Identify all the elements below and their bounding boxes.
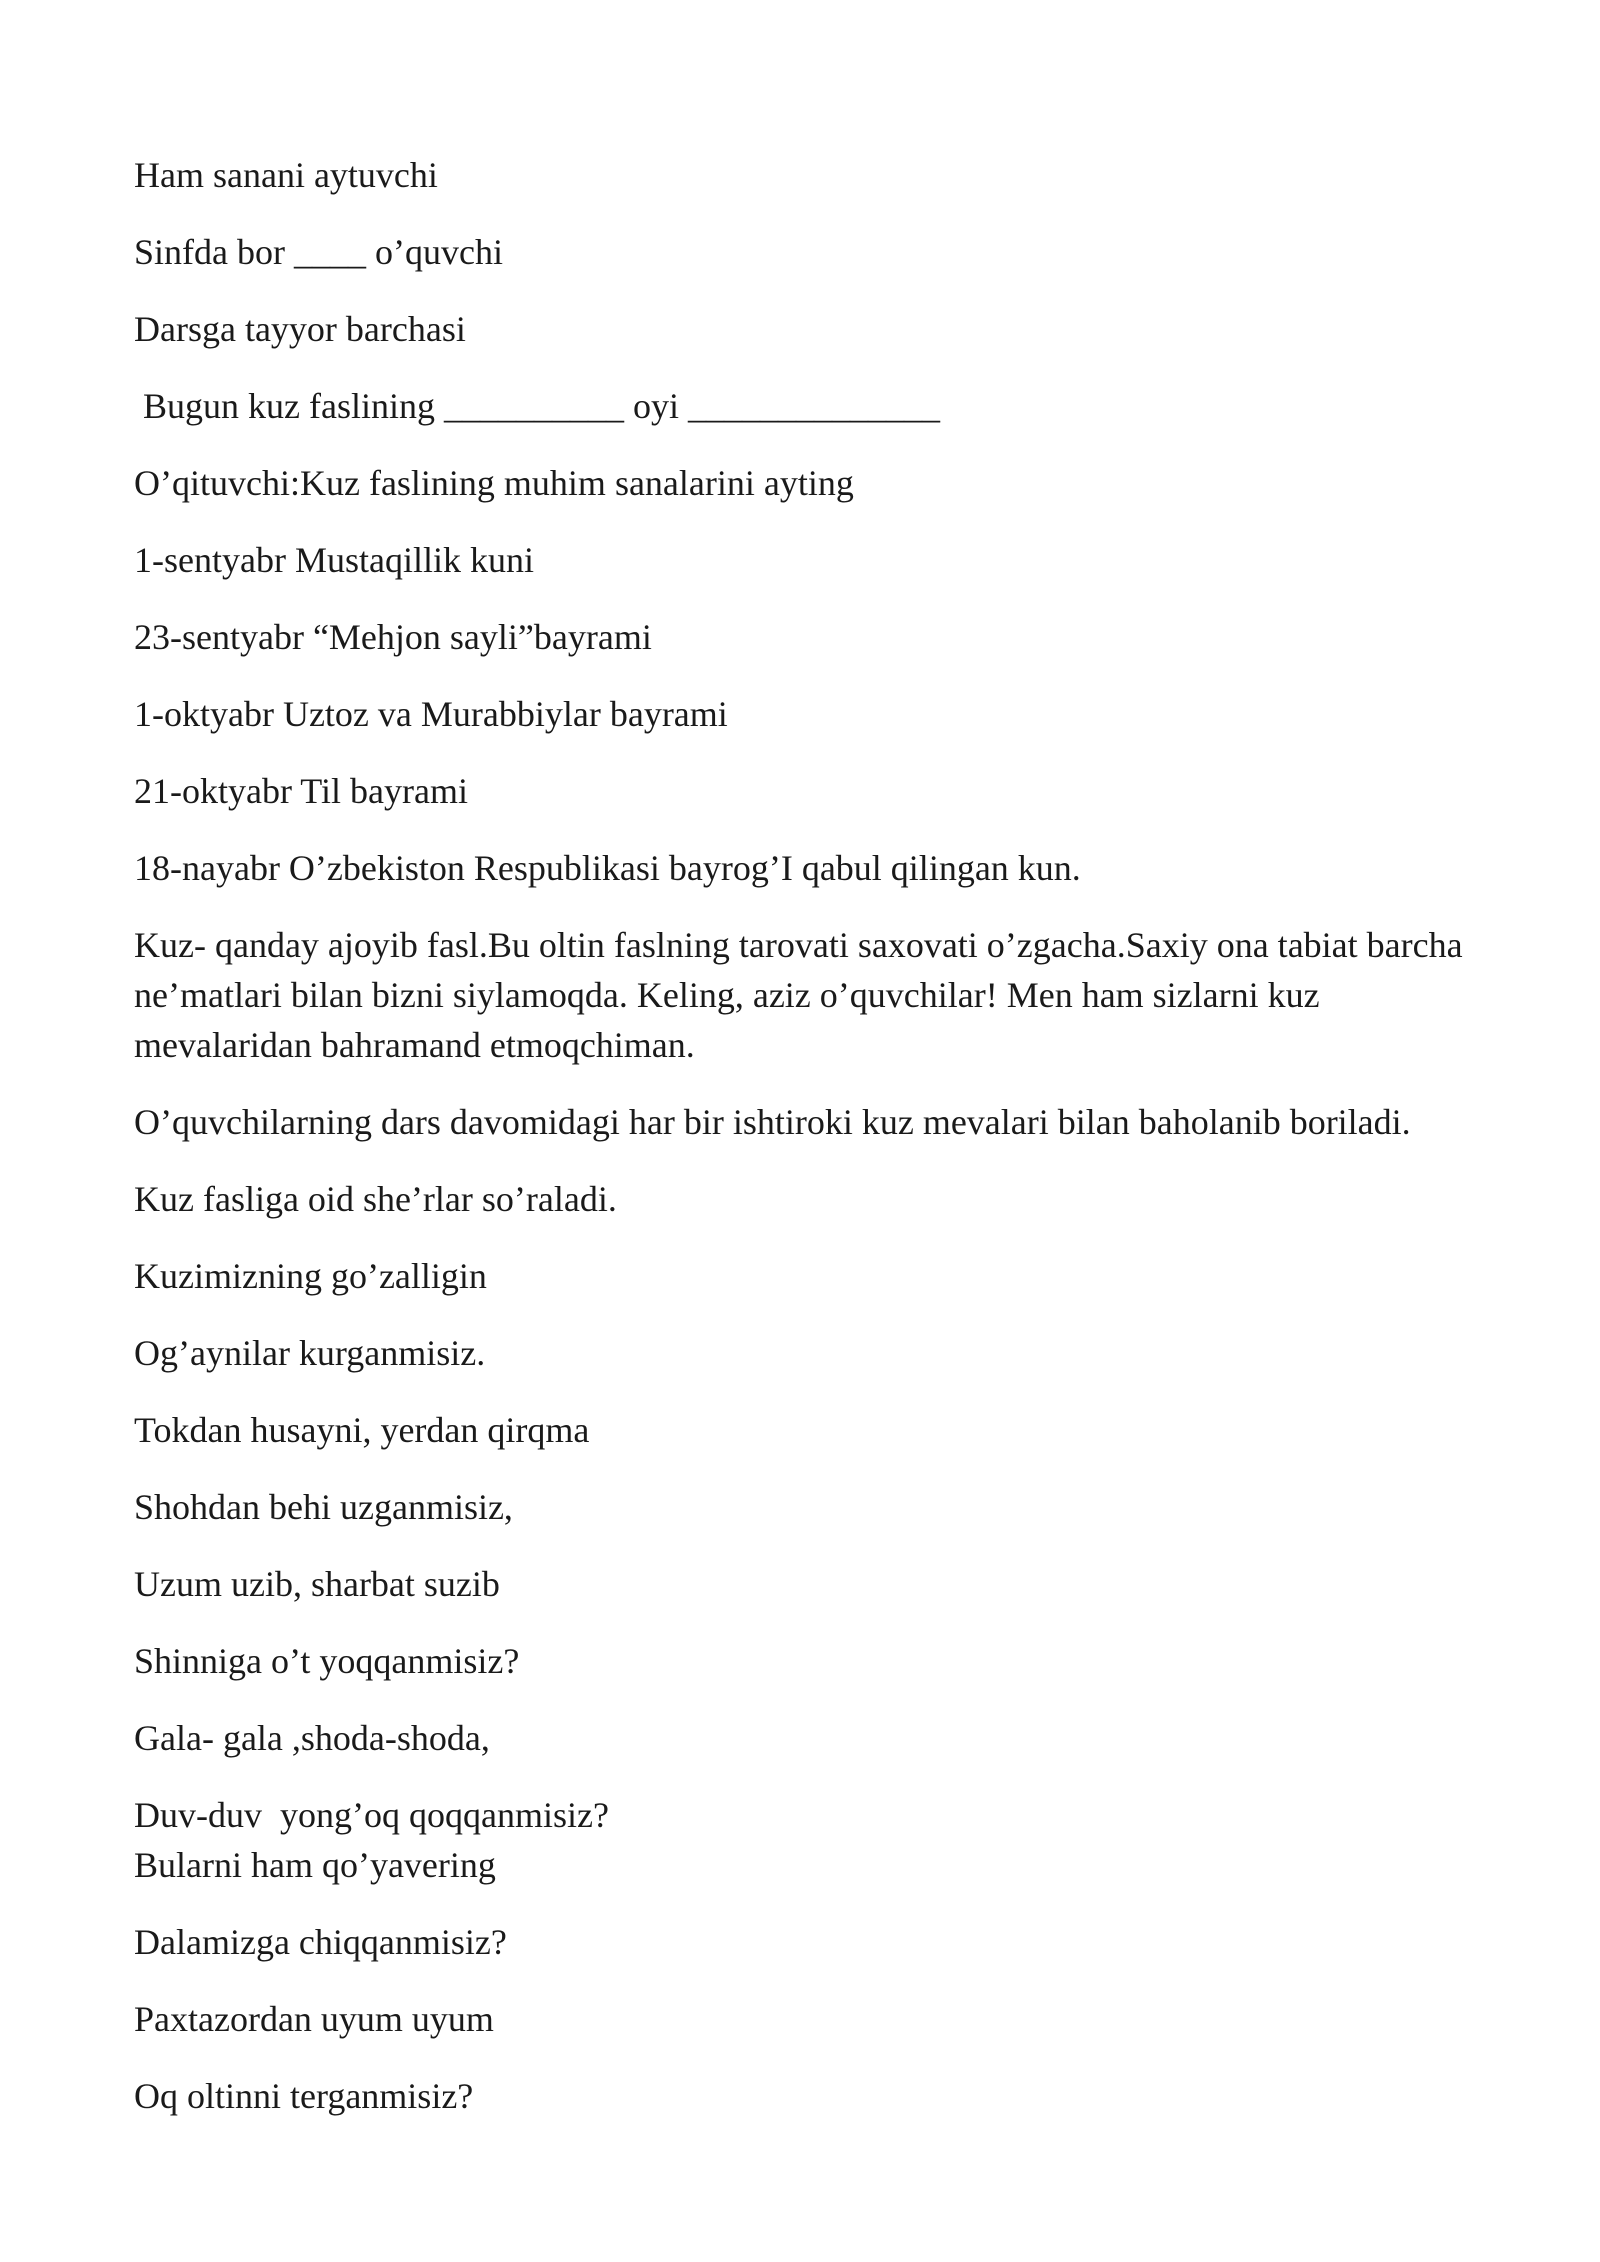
paragraph-line: ne’matlari bilan bizni siylamoqda. Keling, aziz o’quvchilar! Men ham sizlarni kuz bbox=[134, 975, 1320, 1015]
poem-line: Kuzimizning go’zalligin bbox=[134, 1256, 487, 1296]
paragraph-line: Kuz- qanday ajoyib fasl.Bu oltin faslning tarovati saxovati o’zgacha.Saxiy ona tabiat barcha bbox=[134, 925, 1463, 965]
text-line: Ham sanani aytuvchi bbox=[134, 155, 438, 195]
text-line: O’qituvchi:Kuz faslining muhim sanalarini ayting bbox=[134, 463, 854, 503]
poem-line: Duv-duv yong’oq qoqqanmisiz? bbox=[134, 1795, 609, 1835]
poem-line: Tokdan husayni, yerdan qirqma bbox=[134, 1410, 590, 1450]
text-line: Bugun kuz faslining __________ oyi ______________ bbox=[134, 386, 940, 426]
poem-line: Shinniga o’t yoqqanmisiz? bbox=[134, 1641, 520, 1681]
text-line: Kuz fasliga oid she’rlar so’raladi. bbox=[134, 1179, 617, 1219]
poem-line: Paxtazordan uyum uyum bbox=[134, 1999, 494, 2039]
poem-line: Shohdan behi uzganmisiz, bbox=[134, 1487, 513, 1527]
text-line: 23-sentyabr “Mehjon sayli”bayrami bbox=[134, 617, 652, 657]
poem-line: Uzum uzib, sharbat suzib bbox=[134, 1564, 500, 1604]
text-line: 1-oktyabr Uztoz va Murabbiylar bayrami bbox=[134, 694, 728, 734]
paragraph bbox=[134, 920, 1534, 1070]
text-line: O’quvchilarning dars davomidagi har bir ishtiroki kuz mevalari bilan baholanib boriladi. bbox=[134, 1102, 1411, 1142]
poem-line: Gala- gala ,shoda-shoda, bbox=[134, 1718, 490, 1758]
poem-line: Bularni ham qo’yavering bbox=[134, 1845, 496, 1885]
text-line: Darsga tayyor barchasi bbox=[134, 309, 466, 349]
poem-line: Dalamizga chiqqanmisiz? bbox=[134, 1922, 507, 1962]
text-line: 18-nayabr O’zbekiston Respublikasi bayrog’I qabul qilingan kun. bbox=[134, 848, 1081, 888]
text-line: 1-sentyabr Mustaqillik kuni bbox=[134, 540, 534, 580]
paragraph-line: mevalaridan bahramand etmoqchiman. bbox=[134, 1025, 695, 1065]
text-line: 21-oktyabr Til bayrami bbox=[134, 771, 468, 811]
poem-line: Oq oltinni terganmisiz? bbox=[134, 2076, 474, 2116]
text-line: Sinfda bor ____ o’quvchi bbox=[134, 232, 503, 272]
poem-line: Og’aynilar kurganmisiz. bbox=[134, 1333, 486, 1373]
